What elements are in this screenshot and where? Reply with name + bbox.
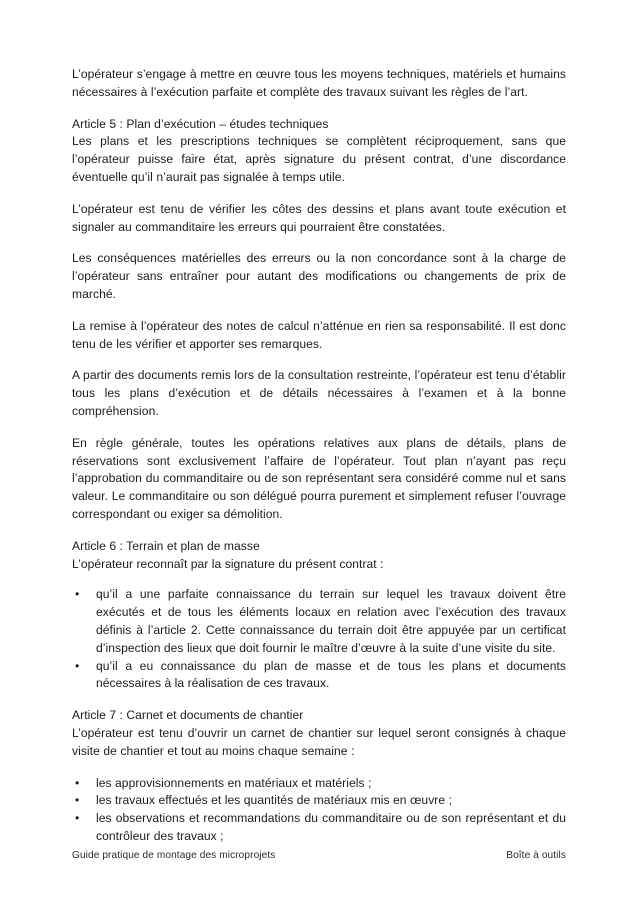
bullet-icon: • (75, 775, 80, 790)
page-content (72, 66, 566, 860)
paragraph-article5-2: L’opérateur est tenu de vérifier les côtes des dessins et plans avant toute exécution et signaler au commanditaire les erreurs qui pourraient être constatées. (72, 201, 566, 234)
page-footer (72, 849, 566, 863)
bullet-icon: • (75, 793, 80, 808)
bullet-icon: • (75, 658, 80, 673)
paragraph-article5-6: En règle générale, toutes les opérations relatives aux plans de détails, plans de réservations sont exclusivement l’affaire de l’opérateur. Tout plan n’ayant pas reçu l’approbation du commanditaire ou de son représentant sera considéré comme nul et sans valeur. Le commanditaire ou son délégué pourra purement et simplement refuser l’ouvrage correspondant ou exiger sa démolition. (72, 435, 566, 521)
bullet-list-article-7 (72, 775, 566, 846)
list-item (72, 792, 566, 810)
list-item (72, 810, 566, 846)
list-item-text: les approvisionnements en matériaux et matériels ; (96, 775, 372, 790)
list-item-text: les travaux effectués et les quantités de matériaux mis en œuvre ; (96, 793, 452, 808)
heading-article-7: Article 7 : Carnet et documents de chantier (72, 708, 304, 723)
list-item-text: qu’il a eu connaissance du plan de masse et de tous les plans et documents nécessaires à la réalisation de ces travaux. (96, 658, 566, 691)
heading-article-6: Article 6 : Terrain et plan de masse (72, 538, 260, 553)
paragraph-article5-3: Les conséquences matérielles des erreurs ou la non concordance sont à la charge de l’opérateur sans entraîner pour autant des modifications ou changements de prix de marché. (72, 251, 566, 301)
bullet-icon: • (75, 587, 80, 602)
paragraph-article7-intro: L’opérateur est tenu d’ouvrir un carnet de chantier sur lequel seront consignés à chaque visite de chantier et tout au moins chaque semaine : (72, 725, 566, 758)
paragraph-article5-5: A partir des documents remis lors de la consultation restreinte, l’opérateur est tenu d’établir tous les plans d’exécution et de détails nécessaires à l’examen et à la bonne compréhension. (72, 368, 566, 418)
footer-right-text: Boîte à outils (506, 850, 566, 861)
footer-left-text: Guide pratique de montage des microprojets (72, 850, 276, 861)
spacer (72, 573, 566, 586)
paragraph-article6-intro: L’opérateur reconnaît par la signature du présent contrat : (72, 556, 384, 571)
list-item (72, 586, 566, 657)
list-item (72, 658, 566, 694)
paragraph-article5-4: La remise à l’opérateur des notes de calcul n’atténue en rien sa responsabilité. Il est donc tenu de les vérifier et apporter ses remarques. (72, 318, 566, 351)
paragraph-article5-1: Les plans et les prescriptions techniques se complètent réciproquement, sans que l’opérateur puisse faire état, après signature du présent contrat, d’une discordance éventuelle qu’il n’aurait pas signalée à temps utile. (72, 134, 566, 184)
list-item (72, 775, 566, 793)
bullet-list-article-6 (72, 586, 566, 693)
bullet-icon: • (75, 811, 80, 826)
list-item-text: qu’il a une parfaite connaissance du terrain sur lequel les travaux doivent être exécutés et de tous les éléments locaux en relation avec l’exécution des travaux définis à l’article 2. Cette connaissance du terrain doit être appuyée par un certificat d’inspection des lieux que doit fournir le maître d’œuvre à la suite d’une visite du site. (96, 587, 566, 655)
heading-article-5: Article 5 : Plan d’exécution – études techniques (72, 116, 329, 131)
list-item-text: les observations et recommandations du commanditaire ou de son représentant et du contrôleur des travaux ; (96, 811, 566, 843)
paragraph-intro: L’opérateur s’engage à mettre en œuvre tous les moyens techniques, matériels et humains nécessaires à l’exécution parfaite et complète des travaux suivant les règles de l’art. (72, 67, 566, 99)
